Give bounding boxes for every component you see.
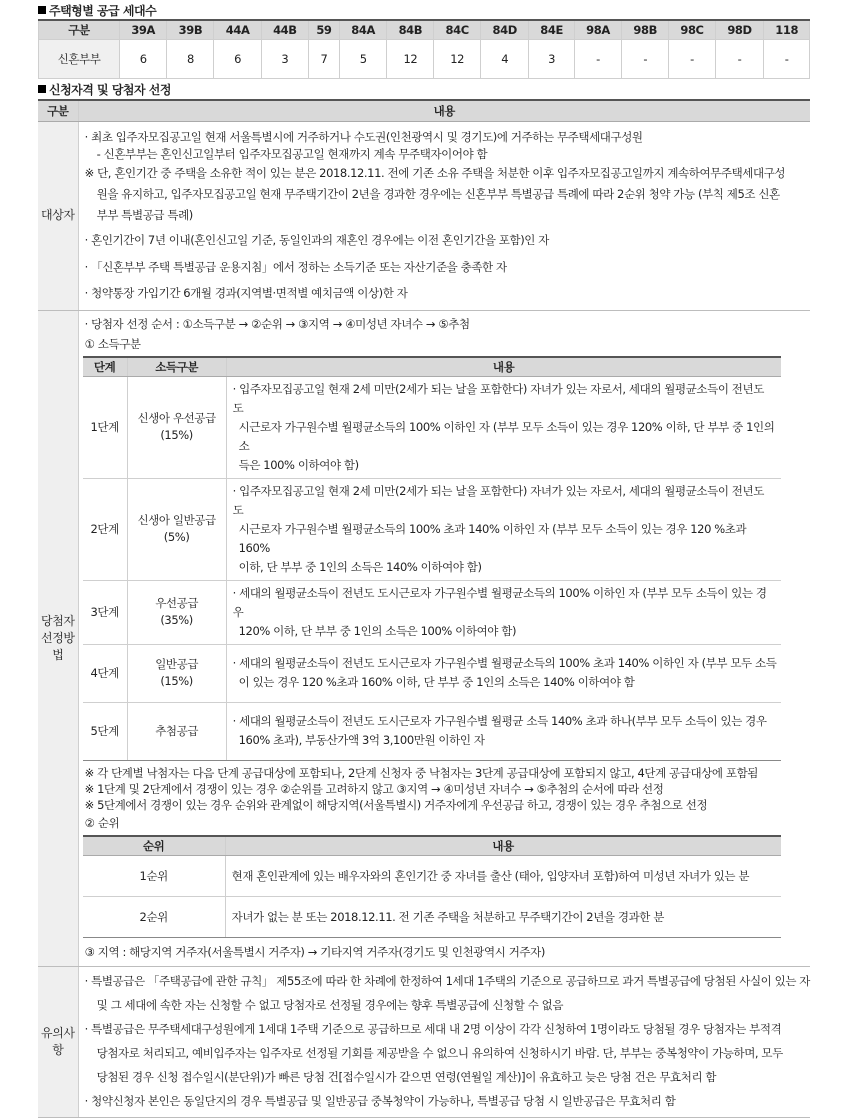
notice-line: 당첨된 경우 신청 접수일시(분단위)가 빠른 당첨 건[접수일시가 같으면 연령(연월일 계산)]이 유효하고 늦은 당첨 건은 무효처리 함 (96, 1069, 717, 1084)
rank-row (83, 855, 781, 896)
notice-label: 유의사항 (38, 966, 78, 1117)
income-row (83, 644, 781, 702)
income-category: 신생아 일반공급 (5%) (127, 478, 226, 580)
rank-header-cell: 내용 (225, 836, 781, 856)
selection-label (38, 310, 78, 966)
income-title: ① 소득구분 (84, 336, 141, 351)
income-header-row (83, 357, 781, 377)
income-step: 5단계 (83, 702, 128, 760)
income-table (83, 356, 781, 761)
section1-title: 주택형별 공급 세대수 (38, 2, 156, 19)
supply-header-cell: 44A (214, 20, 261, 40)
supply-header-cell: 118 (764, 20, 810, 40)
income-description: · 세대의 월평균소득이 전년도 도시근로자 가구원수별 월평균소득의 100% 이하인 자 (부부 모두 소득이 있는 경우 120% 이하, 단 부부 중 1인의 소득은 100% 이하여야 함) (226, 580, 781, 644)
supply-cell: 3 (529, 40, 574, 79)
supply-header-cell: 39B (167, 20, 214, 40)
selection-note: ※ 1단계 및 2단계에서 경쟁이 있는 경우 ②순위를 고려하지 않고 ③지역 → ④미성년 자녀수 → ⑤추첨의 순서에 따라 선정 (84, 781, 664, 796)
square-bullet-icon (38, 6, 46, 14)
supply-header-cell: 84D (480, 20, 529, 40)
notice-line: · 청약신청자 본인은 동일단지의 경우 특별공급 및 일반공급 중복청약이 가능하나, 특별공급 당첨 시 일반공급은 무효처리 함 (84, 1093, 676, 1108)
supply-cell: 4 (480, 40, 529, 79)
eligibility-line: · 청약통장 가입기간 6개월 경과(지역별·면적별 예치금액 이상)한 자 (84, 285, 408, 300)
supply-cell: - (669, 40, 715, 79)
supply-count-table (38, 19, 810, 79)
supply-row-label: 신혼부부 (39, 40, 120, 79)
eligibility-line: · 최초 입주자모집공고일 현재 서울특별시에 거주하거나 수도권(인천광역시 및 경기도)에 거주하는 무주택세대구성원 (84, 130, 643, 144)
selection-content (78, 310, 810, 966)
notice-line: 및 그 세대에 속한 자는 신청할 수 없고 당첨자로 선정될 경우에는 향후 특별공급에 신청할 수 없음 (96, 997, 564, 1012)
supply-header-cell: 84B (387, 20, 434, 40)
rank-description: 자녀가 없는 분 또는 2018.12.11. 전 기존 주택을 처분하고 무주택기간이 2년을 경과한 분 (225, 896, 781, 937)
supply-header-cell: 84C (434, 20, 480, 40)
supply-header-cell: 39A (120, 20, 167, 40)
income-category: 우선공급 (35%) (127, 580, 226, 644)
eligibility-line: · 「신혼부부 주택 특별공급 운용지침」에서 정하는 소득기준 또는 자산기준을 충족한 자 (84, 259, 507, 274)
income-step: 1단계 (83, 376, 128, 478)
supply-cell: 5 (339, 40, 386, 79)
eligibility-label: 대상자 (38, 122, 78, 311)
income-header-cell: 소득구분 (127, 357, 226, 377)
supply-cell: - (574, 40, 621, 79)
income-description: · 세대의 월평균소득이 전년도 도시근로자 가구원수별 월평균 소득 140% 초과 하나(부부 모두 소득이 있는 경우 160% 초과), 부동산가액 3억 3,100만원 이하인 자 (226, 702, 781, 760)
supply-header-cell: 84A (339, 20, 386, 40)
income-header-cell: 단계 (83, 357, 128, 377)
income-step: 4단계 (83, 644, 128, 702)
income-row (83, 478, 781, 580)
supply-header-cell: 98D (715, 20, 764, 40)
selection-label-line2: 선정방법 (41, 630, 75, 662)
supply-header-cell: 98A (574, 20, 621, 40)
supply-header-cell: 98C (669, 20, 715, 40)
main-header-content: 내용 (78, 100, 810, 122)
square-bullet-icon (38, 85, 46, 93)
supply-cell: - (622, 40, 669, 79)
income-description: · 입주자모집공고일 현재 2세 미만(2세가 되는 날을 포함한다) 자녀가 있는 자로서, 세대의 월평균소득이 전년도 도 시근로자 가구원수별 월평균소득의 100% 초과 140% 이하인 자 (부부 모두 소득이 있는 경우 120 %초과 160% 이하, 단 부부 중 1인의 소득은 140% 이하여야 함) (226, 478, 781, 580)
main-header-category: 구분 (38, 100, 78, 122)
supply-header-cell: 44B (261, 20, 308, 40)
income-row (83, 376, 781, 478)
selection-note: ※ 각 단계별 낙첨자는 다음 단계 공급대상에 포함되나, 2단계 신청자 중 낙첨자는 3단계 공급대상에 포함되지 않고, 4단계 공급대상에 포함됨 (84, 765, 758, 780)
notice-content (78, 966, 810, 1117)
rank-description: 현재 혼인관계에 있는 배우자와의 혼인기간 중 자녀를 출산 (태아, 입양자녀 포함)하여 미성년 자녀가 있는 분 (225, 855, 781, 896)
income-category: 신생아 우선공급 (15%) (127, 376, 226, 478)
eligibility-selection-table (38, 99, 810, 1118)
supply-cell: 7 (308, 40, 339, 79)
supply-header-cell: 구분 (39, 20, 120, 40)
supply-cell: 6 (214, 40, 261, 79)
income-category: 일반공급 (15%) (127, 644, 226, 702)
selection-note: ※ 5단계에서 경쟁이 있는 경우 순위와 관계없이 해당지역(서울특별시) 거주자에게 우선공급 하고, 경쟁이 있는 경우 추첨으로 선정 (84, 797, 708, 812)
income-description: · 입주자모집공고일 현재 2세 미만(2세가 되는 날을 포함한다) 자녀가 있는 자로서, 세대의 월평균소득이 전년도 도 시근로자 가구원수별 월평균소득의 100% 이하인 자 (부부 모두 소득이 있는 경우 120% 이하, 단 부부 중 1인의 소 득은 100% 이하여야 함) (226, 376, 781, 478)
notice-line: · 특별공급은 무주택세대구성원에게 1세대 1주택 기준으로 공급하므로 세대 내 2명 이상이 각각 신청하여 1명이라도 당첨될 경우 당첨자는 부적격 (84, 1021, 782, 1036)
rank-label: 2순위 (83, 896, 226, 937)
rank-header-row (83, 836, 781, 856)
region-line: ③ 지역 : 해당지역 거주자(서울특별시 거주자) → 기타지역 거주자(경기도 및 인천광역시 거주자) (84, 944, 545, 959)
income-row (83, 580, 781, 644)
selection-label-line1: 당첨자 (41, 613, 75, 628)
supply-cell: 6 (120, 40, 167, 79)
supply-cell: - (764, 40, 810, 79)
supply-table-row (39, 40, 810, 79)
supply-table-header-row (39, 20, 810, 40)
supply-cell: 12 (434, 40, 480, 79)
supply-cell: - (715, 40, 764, 79)
supply-cell: 12 (387, 40, 434, 79)
eligibility-line: ※ 단, 혼인기간 중 주택을 소유한 적이 있는 분은 2018.12.11. 전에 기존 소유 주택을 처분한 이후 입주자모집공고일까지 계속하여무주택세대구성 (84, 165, 786, 180)
rank-label: 1순위 (83, 855, 226, 896)
eligibility-line: 부부 특별공급 특례) (96, 207, 193, 222)
rank-table (83, 835, 781, 938)
rank-row (83, 896, 781, 937)
eligibility-line: - 신혼부부는 혼인신고일부터 입주자모집공고일 현재까지 계속 무주택자이어야 함 (96, 146, 488, 161)
eligibility-line: · 혼인기간이 7년 이내(혼인신고일 기준, 동일인과의 재혼인 경우에는 이전 혼인기간을 포함)인 자 (84, 232, 549, 247)
supply-header-cell: 59 (308, 20, 339, 40)
selection-row (38, 310, 810, 966)
rank-header-cell: 순위 (83, 836, 226, 856)
supply-cell: 8 (167, 40, 214, 79)
eligibility-line: 원을 유지하고, 입주자모집공고일 현재 무주택기간이 2년을 경과한 경우에는 신혼부부 특별공급 특례에 따라 2순위 청약 가능 (부칙 제5조 신혼 (96, 186, 780, 201)
selection-order: · 당첨자 선정 순서 : ①소득구분 → ②순위 → ③지역 → ④미성년 자녀수 → ⑤추첨 (84, 316, 470, 331)
income-step: 2단계 (83, 478, 128, 580)
income-category: 추첨공급 (127, 702, 226, 760)
supply-header-cell: 98B (622, 20, 669, 40)
notice-row (38, 966, 810, 1117)
eligibility-row (38, 122, 810, 311)
income-description: · 세대의 월평균소득이 전년도 도시근로자 가구원수별 월평균소득의 100% 초과 140% 이하인 자 (부부 모두 소득 이 있는 경우 120 %초과 160% 이하, 단 부부 중 1인의 소득은 140% 이하여야 함 (226, 644, 781, 702)
rank-title: ② 순위 (84, 815, 120, 830)
supply-cell: 3 (261, 40, 308, 79)
section2-title: 신청자격 및 당첨자 선정 (38, 81, 171, 98)
notice-line: · 특별공급은 「주택공급에 관한 규칙」 제55조에 따라 한 차례에 한정하여 1세대 1주택의 기준으로 공급하므로 과거 특별공급에 당첨된 사실이 있는 자 (84, 973, 810, 988)
notice-line: 당첨자로 처리되고, 예비입주자는 입주자로 선정될 기회를 제공받을 수 없으니 유의하여 신청하시기 바람. 단, 부부는 중복청약이 가능하며, 모두 (96, 1045, 783, 1060)
eligibility-content (78, 122, 810, 311)
income-step: 3단계 (83, 580, 128, 644)
income-row (83, 702, 781, 760)
income-header-cell: 내용 (226, 357, 781, 377)
supply-header-cell: 84E (529, 20, 574, 40)
main-header-row (38, 100, 810, 122)
